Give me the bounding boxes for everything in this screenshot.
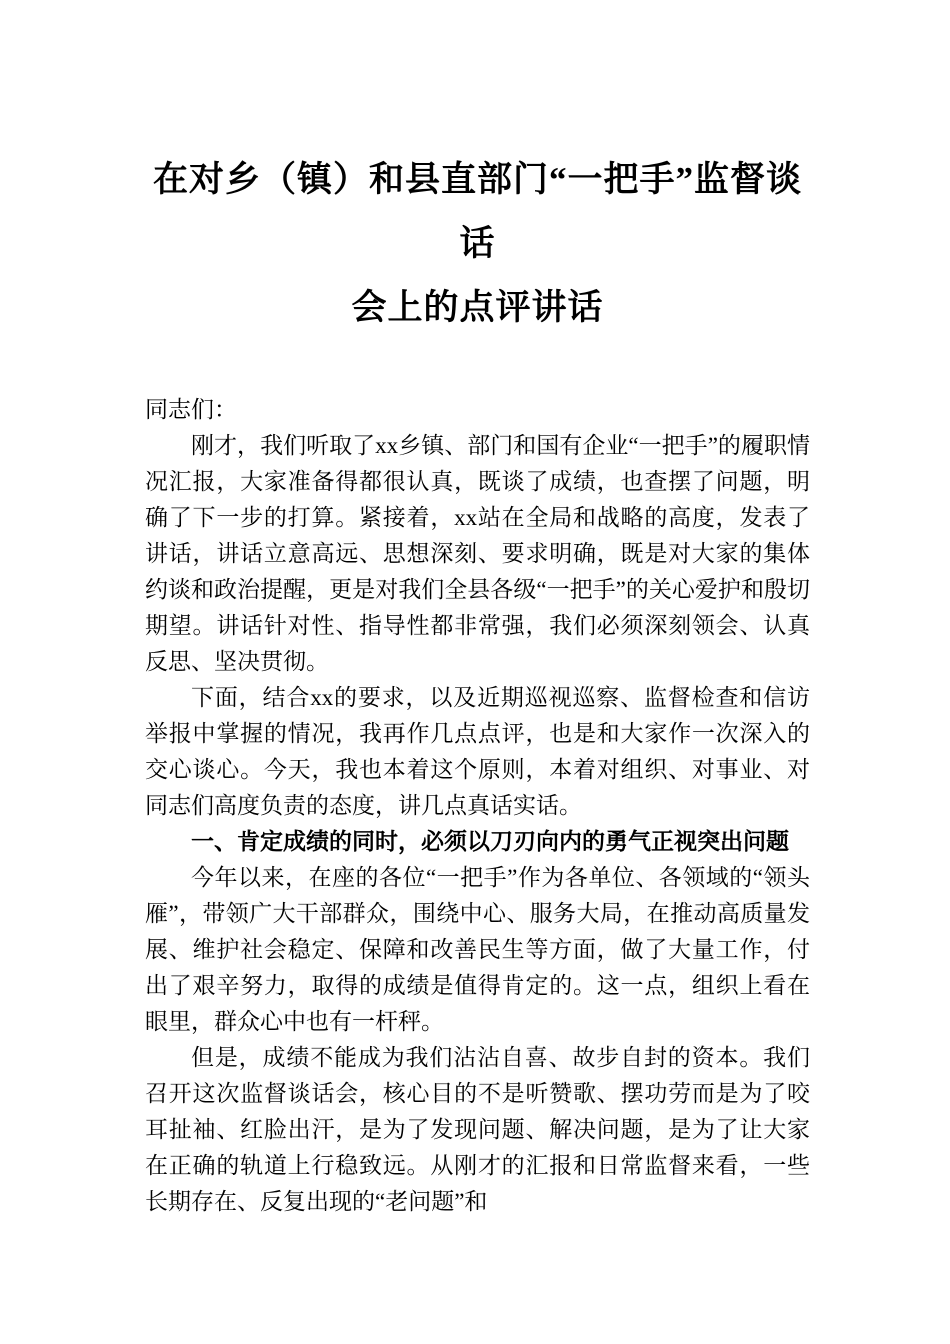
section-heading: 一、肯定成绩的同时，必须以刀刃向内的勇气正视突出问题 [191, 829, 789, 854]
document-title-line-1: 在对乡（镇）和县直部门“一把手”监督谈话 [152, 160, 802, 263]
paragraph: 下面，结合xx的要求，以及近期巡视巡察、监督检查和信访举报中掌握的情况，我再作几点点评，也是和大家作一次深入的交心谈心。今天，我也本着这个原则，本着对组织、对事业、对同志们高度负责的态度，讲几点真话实话。 [145, 685, 810, 818]
document-title-line-2: 会上的点评讲话 [351, 288, 604, 327]
salutation: 同志们： [145, 397, 237, 422]
document-body [145, 392, 810, 1220]
paragraph: 但是，成绩不能成为我们沾沾自喜、故步自封的资本。我们召开这次监督谈话会，核心目的不是听赞歌、摆功劳而是为了咬耳扯袖、红脸出汗，是为了发现问题、解决问题，是为了让大家在正确的轨道上行稳致远。从刚才的汇报和日常监督来看，一些长期存在、反复出现的“老问题”和 [145, 1045, 810, 1214]
paragraph: 今年以来，在座的各位“一把手”作为各单位、各领域的“领头雁”，带领广大干部群众，围绕中心、服务大局，在推动高质量发展、维护社会稳定、保障和改善民生等方面，做了大量工作，付出了艰辛努力，取得的成绩是值得肯定的。这一点，组织上看在眼里，群众心中也有一杆秤。 [145, 865, 810, 1034]
paragraph: 刚才，我们听取了xx乡镇、部门和国有企业“一把手”的履职情况汇报，大家准备得都很认真，既谈了成绩，也查摆了问题，明确了下一步的打算。紧接着，xx站在全局和战略的高度，发表了讲话，讲话立意高远、思想深刻、要求明确，既是对大家的集体约谈和政治提醒，更是对我们全县各级“一把手”的关心爱护和殷切期望。讲话针对性、指导性都非常强，我们必须深刻领会、认真反思、坚决贯彻。 [145, 433, 810, 674]
document-title [145, 148, 810, 340]
